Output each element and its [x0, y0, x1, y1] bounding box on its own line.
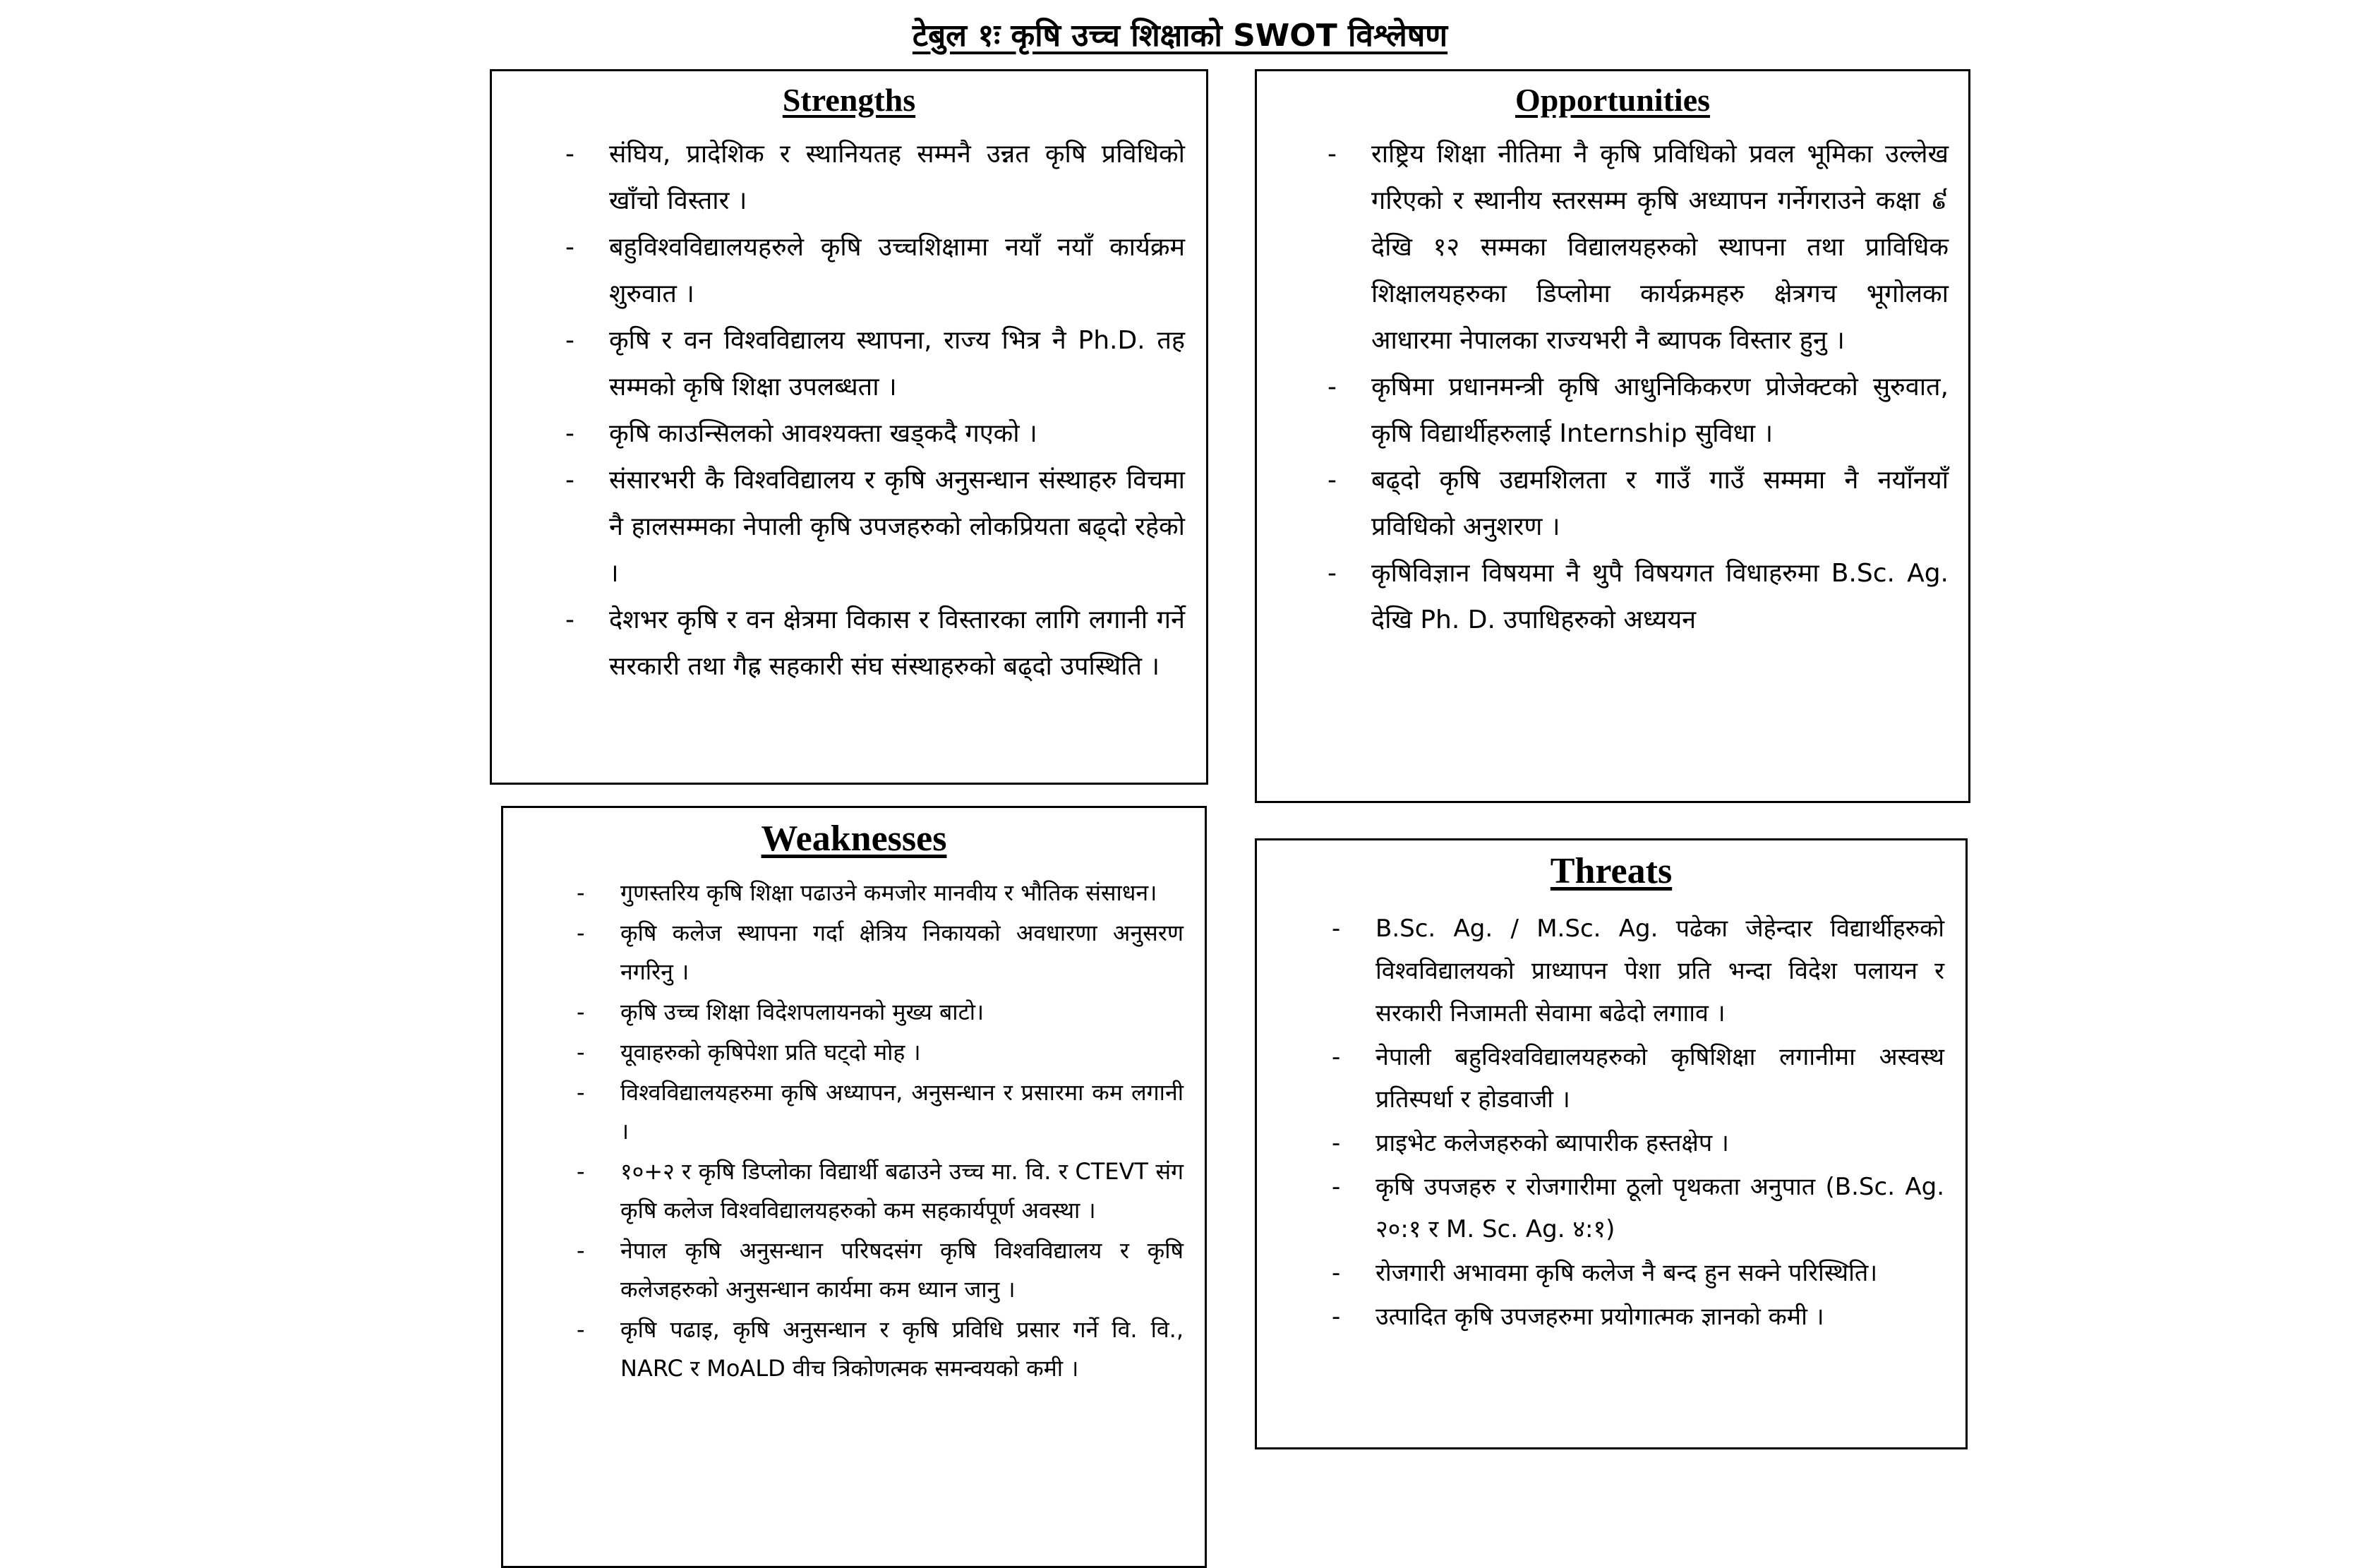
bullet-dash: - [577, 1316, 585, 1343]
list-item-text: कृषि र वन विश्वविद्यालय स्थापना, राज्य भित्र नै Ph.D. तह सम्मको कृषि शिक्षा उपलब्धता । [609, 326, 1185, 402]
list-item [565, 131, 1185, 224]
bullet-dash: - [577, 879, 585, 906]
list-item-text: संघिय, प्रादेशिक र स्थानियतह सम्मनै उन्नत कृषि प्रविधिको खाँचो विस्तार । [609, 140, 1185, 215]
bullet-dash: - [565, 466, 574, 495]
list-item [1332, 1166, 1944, 1250]
bullet-dash: - [1332, 1173, 1341, 1201]
list-item-text: विश्वविद्यालयहरुमा कृषि अध्यापन, अनुसन्धान र प्रसारमा कम लगानी । [620, 1079, 1184, 1145]
list-item [1328, 364, 1949, 457]
threats-box [1255, 838, 1968, 1449]
list-item [1332, 1296, 1944, 1338]
list-item [565, 597, 1185, 690]
bullet-dash: - [577, 1039, 585, 1066]
opportunities-box [1255, 69, 1970, 803]
list-item [577, 914, 1184, 991]
list-item [577, 1310, 1184, 1388]
list-item-text: कृषि उपजहरु र रोजगारीमा ठूलो पृथकता अनुपात (B.Sc. Ag. २०:१ र M. Sc. Ag. ४:१) [1375, 1173, 1944, 1243]
strengths-heading: Strengths [782, 82, 916, 118]
threats-list [1332, 907, 1944, 1338]
list-item-text: कृषि पढाइ, कृषि अनुसन्धान र कृषि प्रविधि प्रसार गर्ने वि. वि., NARC र MoALD वीच त्रिकोणत्मक समन्वयको कमी । [620, 1316, 1184, 1382]
list-item [1332, 907, 1944, 1035]
strengths-box [490, 69, 1208, 785]
bullet-dash: - [577, 1237, 585, 1264]
list-item [565, 318, 1185, 411]
list-item-text: देशभर कृषि र वन क्षेत्रमा विकास र विस्तारका लागि लगानी गर्ने सरकारी तथा गैह्र सहकारी संघ संस्थाहरुको बढ्दो उपस्थिति । [609, 605, 1185, 681]
list-item-text: कृषि उच्च शिक्षा विदेशपलायनको मुख्य बाटो। [620, 999, 985, 1025]
list-item-text: संसारभरी कै विश्वविद्यालय र कृषि अनुसन्धान संस्थाहरु विचमा नै हालसम्मका नेपाली कृषि उपजहरुको लोकप्रियता बढ्दो रहेको । [609, 466, 1185, 588]
list-item-text: कृषि कलेज स्थापना गर्दा क्षेत्रिय निकायको अवधारणा अनुसरण नगरिनु । [620, 919, 1184, 985]
list-item [1328, 550, 1949, 644]
list-item [577, 1231, 1184, 1309]
list-item-text: कृषिमा प्रधानमन्त्री कृषि आधुनिकिकरण प्रोजेक्टको सुरुवात, कृषि विद्यार्थीहरुलाई Internship सुविधा । [1371, 373, 1949, 448]
bullet-dash: - [1328, 373, 1337, 402]
weaknesses-heading: Weaknesses [761, 819, 947, 859]
strengths-list [565, 131, 1185, 690]
list-item-text: १०+२ र कृषि डिप्लोका विद्यार्थी बढाउने उच्च मा. वि. र CTEVT संग कृषि कलेज विश्वविद्यालयहरुको कम सहकार्यपूर्ण अवस्था । [620, 1158, 1184, 1224]
bullet-dash: - [577, 919, 585, 946]
bullet-dash: - [565, 419, 574, 448]
opportunities-list [1328, 131, 1949, 644]
bullet-dash: - [1332, 1259, 1341, 1287]
list-item-text: बहुविश्वविद्यालयहरुले कृषि उच्चशिक्षामा नयाँ नयाँ कार्यक्रम शुरुवात । [609, 233, 1185, 308]
bullet-dash: - [577, 1158, 585, 1185]
list-item-text: राष्ट्रिय शिक्षा नीतिमा नै कृषि प्रविधिको प्रवल भूमिका उल्लेख गरिएको र स्थानीय स्तरसम्म कृषि अध्यापन गर्नेगराउने कक्षा ៩ देखि १२ सम्मका विद्यालयहरुको स्थापना तथा प्राविधिक शिक्षालयहरुका डिप्लोमा कार्यक्रमहरु क्षेत्रगच भूगोलका आधारमा नेपालका राज्यभरी नै ब्यापक विस्तार हुनु । [1371, 140, 1949, 355]
bullet-dash: - [565, 605, 574, 634]
list-item-text: नेपाली बहुविश्वविद्यालयहरुको कृषिशिक्षा लगानीमा अस्वस्थ प्रतिस्पर्धा र होडवाजी । [1375, 1043, 1944, 1114]
bullet-dash: - [1328, 140, 1337, 169]
list-item [577, 1073, 1184, 1151]
list-item-text: कृषि काउन्सिलको आवश्यक्ता खड्कदै गएको । [609, 419, 1037, 448]
list-item-text: कृषिविज्ञान विषयमा नै थुपै विषयगत विधाहरुमा B.Sc. Ag. देखि Ph. D. उपाधिहरुको अध्ययन [1371, 559, 1949, 634]
list-item [577, 993, 1184, 1032]
list-item-text: गुणस्तरिय कृषि शिक्षा पढाउने कमजोर मानवीय र भौतिक संसाधन। [620, 879, 1157, 906]
list-item [1328, 457, 1949, 550]
list-item-text: B.Sc. Ag. / M.Sc. Ag. पढेका जेहेन्दार विद्यार्थीहरुको विश्वविद्यालयको प्राध्यापन पेशा प्रति भन्दा विदेश पलायन र सरकारी निजामती सेवामा बढेदो लगााव । [1375, 915, 1944, 1027]
list-item [565, 411, 1185, 457]
bullet-dash: - [565, 233, 574, 262]
list-item [1332, 1036, 1944, 1121]
list-item [565, 224, 1185, 318]
list-item [577, 1033, 1184, 1072]
bullet-dash: - [1328, 559, 1337, 588]
list-item [1328, 131, 1949, 364]
list-item-text: रोजगारी अभावमा कृषि कलेज नै बन्द हुन सक्ने परिस्थिति। [1375, 1259, 1878, 1287]
list-item [577, 874, 1184, 912]
list-item-text: उत्पादित कृषि उपजहरुमा प्रयोगात्मक ज्ञानको कमी । [1375, 1303, 1824, 1331]
bullet-dash: - [577, 1079, 585, 1106]
opportunities-heading: Opportunities [1515, 82, 1711, 118]
bullet-dash: - [1332, 915, 1341, 943]
list-item [1332, 1122, 1944, 1164]
weaknesses-box [501, 806, 1207, 1568]
list-item [1332, 1252, 1944, 1294]
list-item-text: नेपाल कृषि अनुसन्धान परिषदसंग कृषि विश्वविद्यालय र कृषि कलेजहरुको अनुसन्धान कार्यमा कम ध्यान जानु । [620, 1237, 1184, 1303]
bullet-dash: - [577, 999, 585, 1025]
weaknesses-list [577, 874, 1184, 1388]
bullet-dash: - [1332, 1303, 1341, 1331]
page-title: टेबुल १ः कृषि उच्च शिक्षाको SWOT विश्लेषण [912, 18, 1448, 54]
bullet-dash: - [1328, 466, 1337, 495]
list-item-text: यूवाहरुको कृषिपेशा प्रति घट्दो मोह । [620, 1039, 921, 1066]
bullet-dash: - [565, 326, 574, 355]
list-item [577, 1152, 1184, 1230]
bullet-dash: - [565, 140, 574, 169]
bullet-dash: - [1332, 1129, 1341, 1157]
list-item-text: प्राइभेट कलेजहरुको ब्यापारीक हस्तक्षेप । [1375, 1129, 1729, 1157]
list-item-text: बढ्दो कृषि उद्यमशिलता र गाउँ गाउँ सम्ममा नै नयाँनयाँ प्रविधिको अनुशरण । [1371, 466, 1949, 541]
threats-heading: Threats [1550, 851, 1673, 891]
bullet-dash: - [1332, 1043, 1341, 1071]
list-item [565, 457, 1185, 597]
